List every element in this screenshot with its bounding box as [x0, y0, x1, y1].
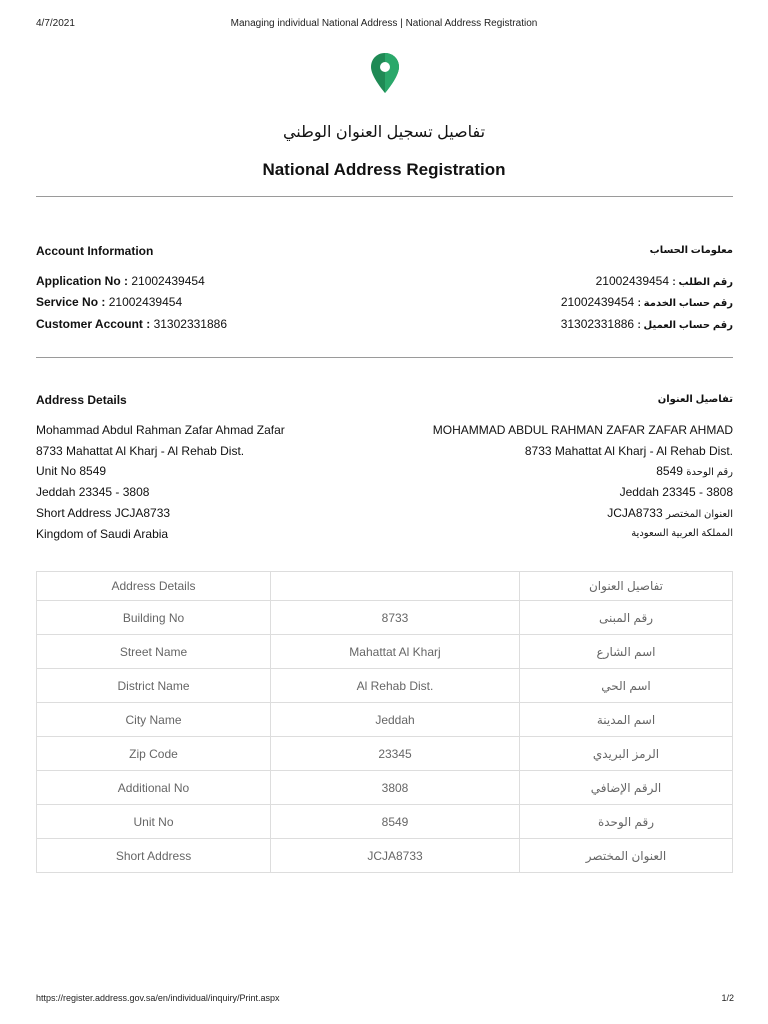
address-city-row: [36, 482, 733, 502]
table-cell-label-arabic: اسم المدينة: [520, 703, 733, 737]
print-url: https://register.address.gov.sa/en/individual/inquiry/Print.aspx: [36, 993, 280, 1003]
table-row: [37, 669, 733, 703]
table-cell-value: 8733: [271, 601, 520, 635]
application-number: [36, 271, 205, 291]
customer-label: Customer Account :: [36, 317, 151, 331]
table-cell-label-arabic: العنوان المختصر: [520, 839, 733, 873]
table-row: [37, 703, 733, 737]
page-number: 1/2: [721, 993, 734, 1003]
service-label-arabic: رقم حساب الخدمة :: [637, 298, 733, 309]
address-short: Short Address JCJA8733: [36, 506, 171, 520]
table-cell-value: JCJA8733: [271, 839, 520, 873]
address-details-table: [36, 571, 733, 873]
address-short-row: [36, 503, 733, 523]
customer-label-arabic: رقم حساب العميل :: [637, 320, 733, 331]
address-unit: Unit No 8549: [36, 464, 107, 478]
table-cell-value: Al Rehab Dist.: [271, 669, 520, 703]
short-value-arabic: JCJA8733: [607, 506, 663, 520]
table-cell-label: Unit No: [37, 805, 271, 839]
table-cell-label: Building No: [37, 601, 271, 635]
table-cell-label: Street Name: [37, 635, 271, 669]
address-name: Mohammad Abdul Rahman Zafar Ahmad Zafar: [36, 423, 285, 437]
table-row: [37, 737, 733, 771]
address-short-arabic: [607, 503, 733, 525]
address-country-row: [36, 524, 733, 544]
application-label-arabic: رقم الطلب :: [672, 277, 733, 288]
table-cell-label-arabic: الرمز البريدي: [520, 737, 733, 771]
table-row: [37, 839, 733, 873]
short-label-arabic: العنوان المختصر: [665, 509, 733, 520]
customer-value-arabic: 31302331886: [560, 317, 635, 331]
table-cell-value: 3808: [271, 771, 520, 805]
map-pin-icon: [370, 52, 400, 94]
application-value: 21002439454: [131, 274, 205, 288]
address-name-arabic-side: MOHAMMAD ABDUL RAHMAN ZAFAR ZAFAR AHMAD: [432, 423, 733, 437]
table-cell-label: District Name: [37, 669, 271, 703]
table-header-en: Address Details: [37, 572, 271, 601]
address-heading-row: [36, 390, 733, 410]
divider: [36, 196, 733, 197]
service-label: Service No :: [36, 295, 106, 309]
table-header-value: [271, 572, 520, 601]
address-city: Jeddah 23345 - 3808: [36, 485, 150, 499]
table-row: [37, 771, 733, 805]
table-cell-value: Mahattat Al Kharj: [271, 635, 520, 669]
service-number-arabic: [561, 292, 733, 314]
address-unit-row: [36, 461, 733, 481]
application-label: Application No :: [36, 274, 128, 288]
customer-row: [36, 314, 733, 334]
address-street: 8733 Mahattat Al Kharj - Al Rehab Dist.: [36, 444, 245, 458]
customer-account: [36, 314, 227, 334]
unit-value-arabic: 8549: [656, 464, 683, 478]
table-cell-value: 8549: [271, 805, 520, 839]
page-title: National Address Registration: [262, 160, 506, 179]
service-value-arabic: 21002439454: [560, 295, 635, 309]
table-cell-label-arabic: رقم المبنى: [520, 601, 733, 635]
address-city-arabic-side: Jeddah 23345 - 3808: [619, 485, 733, 499]
divider: [36, 357, 733, 358]
service-value: 21002439454: [108, 295, 183, 309]
table-cell-label: Zip Code: [37, 737, 271, 771]
address-unit-arabic: [656, 461, 733, 483]
service-number: [36, 292, 182, 312]
service-row: [36, 292, 733, 312]
table-cell-label: Additional No: [37, 771, 271, 805]
address-name-row: [36, 420, 733, 440]
address-heading-arabic: تفاصيل العنوان: [657, 394, 733, 405]
table-cell-value: 23345: [271, 737, 520, 771]
page-title-arabic: تفاصيل تسجيل العنوان الوطني: [282, 124, 486, 141]
customer-value: 31302331886: [153, 317, 227, 331]
application-row: [36, 271, 733, 291]
table-header-ar: تفاصيل العنوان: [520, 572, 733, 601]
table-row: [37, 601, 733, 635]
unit-label-arabic: رقم الوحدة: [686, 467, 733, 478]
address-street-arabic-side: 8733 Mahattat Al Kharj - Al Rehab Dist.: [524, 444, 733, 458]
address-heading: Address Details: [36, 393, 127, 407]
account-heading: Account Information: [36, 244, 154, 258]
print-date: 4/7/2021: [36, 18, 75, 29]
account-heading-arabic: معلومات الحساب: [649, 245, 733, 256]
table-row: [37, 805, 733, 839]
table-cell-label-arabic: اسم الشارع: [520, 635, 733, 669]
table-cell-label: Short Address: [37, 839, 271, 873]
table-row: [37, 635, 733, 669]
address-country-arabic: المملكة العربية السعودية: [631, 528, 733, 539]
account-heading-row: [36, 241, 733, 261]
table-cell-label-arabic: رقم الوحدة: [520, 805, 733, 839]
table-cell-label-arabic: الرقم الإضافي: [520, 771, 733, 805]
print-page-title: Managing individual National Address | National Address Registration: [230, 18, 538, 29]
application-value-arabic: 21002439454: [595, 274, 670, 288]
table-cell-value: Jeddah: [271, 703, 520, 737]
customer-account-arabic: [561, 314, 733, 336]
table-cell-label-arabic: اسم الحي: [520, 669, 733, 703]
table-cell-label: City Name: [37, 703, 271, 737]
application-number-arabic: [596, 271, 733, 293]
address-street-row: [36, 441, 733, 461]
address-country: Kingdom of Saudi Arabia: [36, 527, 169, 541]
table-header-row: [37, 572, 733, 601]
